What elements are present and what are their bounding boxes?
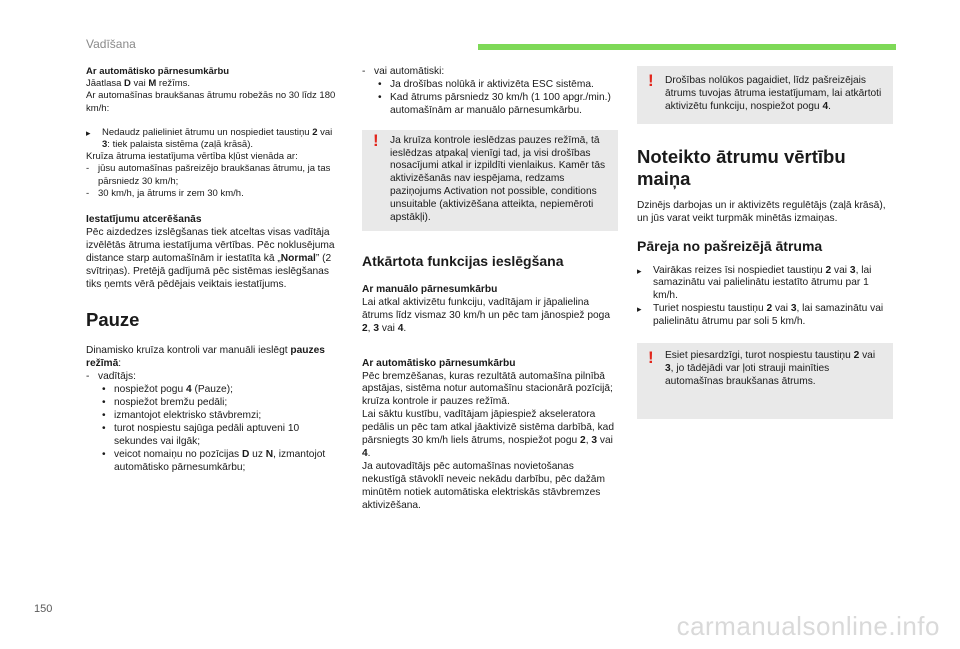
page-number: 150 <box>34 603 53 615</box>
activate-instruction: ▸ Nedaudz palieliniet ātrumu un nospiediet taustiņu 2 vai 3: tiek palaista sistēma (zaļā krāsā). <box>86 126 333 151</box>
manual-paragraph: Lai atkal aktivizētu funkciju, vadītājam ir jāpalielina ātrums līdz vismaz 30 km/h un pēc tam jānospiež poga 2, 3 vai 4. <box>362 296 611 334</box>
column-middle <box>362 66 618 512</box>
warning-box <box>637 343 893 419</box>
pause-intro: Dinamisko kruīza kontroli var manuāli ieslēgt pauzes režīmā: <box>86 345 325 370</box>
auto-mode-line: Jāatlasa D vai M režīms. <box>86 78 191 90</box>
change-speed-intro: Dzinējs darbojas un ir aktivizēts regulētājs (zaļā krāsā), un jūs varat veikt turpmāk minētās izmaiņas. <box>637 199 886 224</box>
warning-box <box>637 66 893 124</box>
auto-paragraph-1: Pēc bremzēšanas, kuras rezultātā automašīna pilnībā apstājas, sistēma notur automašīnu stacionārā pozīcijā; kruīza kontrole ir pauzes režīmā. <box>362 370 613 408</box>
auto-speed-range: Ar automašīnas braukšanas ātrumu robežās no 30 līdz 180 km/h: <box>86 90 336 114</box>
list-item: • nospiežot bremžu pedāli; <box>102 397 228 409</box>
auto-paragraph-3: Ja autovadītājs pēc automašīnas novietošanas nekustīgā stāvoklī neveic nekādu darbību, pēc dažām minūtēm notiek automātiska elektriskās stāvbremzes aktivizēšana. <box>362 460 605 511</box>
list-item: - 30 km/h, ja ātrums ir zem 30 km/h. <box>86 187 244 199</box>
list-item: • Kad ātrums pārsniedz 30 km/h (1 100 apgr./min.) automašīnām ar manuālo pārnesumkārbu. <box>378 91 611 116</box>
warning-exclamation-icon: ! <box>648 71 654 90</box>
pause-title: Pauze <box>86 309 140 331</box>
list-item: - vai automātiski: <box>362 66 445 77</box>
check-arrow-icon: ▸ <box>637 265 642 276</box>
column-left <box>86 66 342 475</box>
reactivate-title: Atkārtota funkcijas ieslēgšana <box>362 252 564 269</box>
list-item: • Ja drošības nolūkā ir aktivizēta ESC sistēma. <box>378 78 594 90</box>
list-item: - vadītājs: <box>86 371 136 383</box>
section-accent-bar <box>478 44 896 50</box>
list-item: • izmantojot elektrisko stāvbremzi; <box>102 410 262 421</box>
manual-gearbox-heading: Ar manuālo pārnesumkārbu <box>362 283 498 295</box>
section-title: Vadīšana <box>86 37 136 51</box>
list-item: ▸ Vairākas reizes īsi nospiediet taustiņu 2 vai 3, lai samazinātu vai palielinātu iestatīto ātrumu par 1 km/h. <box>637 264 872 302</box>
warning-exclamation-icon: ! <box>373 130 379 150</box>
auto-gearbox-heading: Ar automātisko pārnesumkārbu <box>362 357 516 369</box>
list-item: - jūsu automašīnas pašreizējo braukšanas ātrumu, ja tas pārsniedz 30 km/h; <box>86 163 331 187</box>
auto-gearbox-heading: Ar automātisko pārnesumkārbu <box>86 66 230 77</box>
speed-setting-text: Kruīza ātruma iestatījuma vērtība kļūst vienāda ar: <box>86 151 298 163</box>
memory-paragraph: Pēc aizdedzes izslēgšanas tiek atceltas visas vadītāja izvēlētās ātruma iestatījuma vērtības. Pēc noklusējuma distance starp automašīnām ir iestatīta kā „Normal” (2 svītriņas). Pretējā gadījumā pēc sistēmas ieslēgšanas tiks ņemts vērā pēdējais veiktais iestatījums. <box>86 226 335 290</box>
check-arrow-icon: ▸ <box>637 304 642 315</box>
warning-text: Drošības nolūkos pagaidiet, līdz pašreizējais ātrums tuvojas ātruma iestatījumam, lai atkārtoti aktivizētu funkciju, nospiežot pogu 4. <box>665 75 882 112</box>
warning-text: Esiet piesardzīgi, turot nospiestu taustiņu 2 vai 3, jo tādējādi var ļoti strauji mainīties automašīnas braukšanas ātrums. <box>665 350 876 387</box>
auto-paragraph-2: Lai sāktu kustību, vadītājam jāpiespiež akseleratora pedālis un pēc tam atkal jāaktivizē sistēma darbībā, kad pārsniegts 30 km/h liels ātrums, nospiežot pogu 2, 3 vai 4. <box>362 409 614 459</box>
list-item: • nospiežot pogu 4 (Pauze); <box>102 384 233 396</box>
change-speed-title: Noteikto ātrumu vērtību maiņa <box>637 145 846 189</box>
current-speed-subtitle: Pāreja no pašreizējā ātruma <box>637 237 823 254</box>
watermark: carmanualsonline.info <box>676 611 940 641</box>
list-item: • veicot nomaiņu no pozīcijas D uz N, izmantojot automātisko pārnesumkārbu; <box>102 448 326 473</box>
check-arrow-icon: ▸ <box>86 127 91 138</box>
list-item: ▸ Turiet nospiestu taustiņu 2 vai 3, lai samazinātu vai palielinātu ātrumu par soli 5 km/h. <box>637 303 884 328</box>
list-item: • turot nospiestu sajūga pedāli aptuveni 10 sekundes vai ilgāk; <box>102 422 300 447</box>
column-right <box>637 66 893 419</box>
warning-box <box>362 130 618 231</box>
memory-heading: Iestatījumu atcerēšanās <box>86 214 202 226</box>
warning-exclamation-icon: ! <box>648 348 654 368</box>
warning-text: Ja kruīza kontrole ieslēdzas pauzes režīmā, tā ieslēdzas atpakaļ vienīgi tad, ja visi drošības nosacījumi atkal ir izpildīti vienlaikus. Kamēr tās aktivizēšanās nav iespējama, redzams paziņojums Activation not possible, conditions unsuitable (aktivizēšana atteikta, nepiemēroti apstākļi). <box>390 134 606 224</box>
